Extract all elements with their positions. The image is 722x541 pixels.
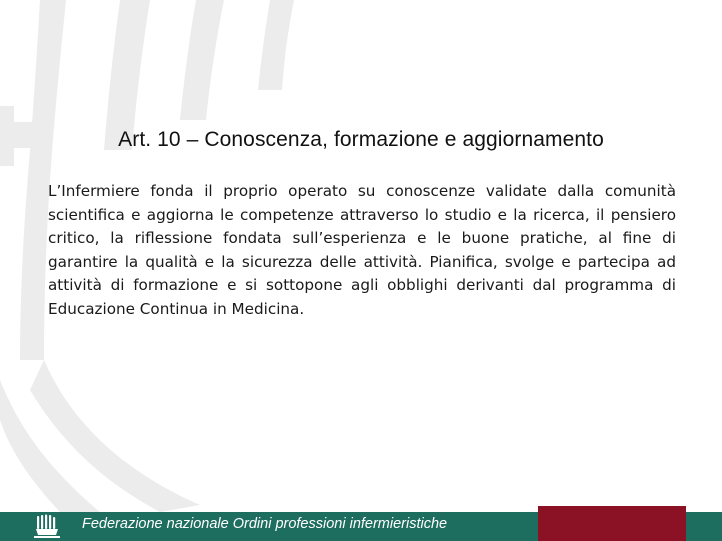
- article-body: L’Infermiere fonda il proprio operato su conoscenze validate dalla comunità scientifica e aggiorna le competenze attraverso lo studio e la ricerca, il pensiero critico, la riflessione fondata sull’esperienza e le buone pratiche, al fine di garantire la qualità e la sicurezza delle attività. Pianifica, svolge e partecipa ad attività di formazione e si sottopone agli obblighi derivanti dal programma di Educazione Continua in Medicina.: [48, 182, 676, 318]
- footer-organization-name: Federazione nazionale Ordini professioni infermieristiche: [82, 516, 448, 532]
- fnopi-hand-logo-icon: [34, 514, 60, 538]
- page-title: Art. 10 – Conoscenza, formazione e aggiornamento: [118, 128, 604, 151]
- footer-accent-block: [538, 506, 686, 541]
